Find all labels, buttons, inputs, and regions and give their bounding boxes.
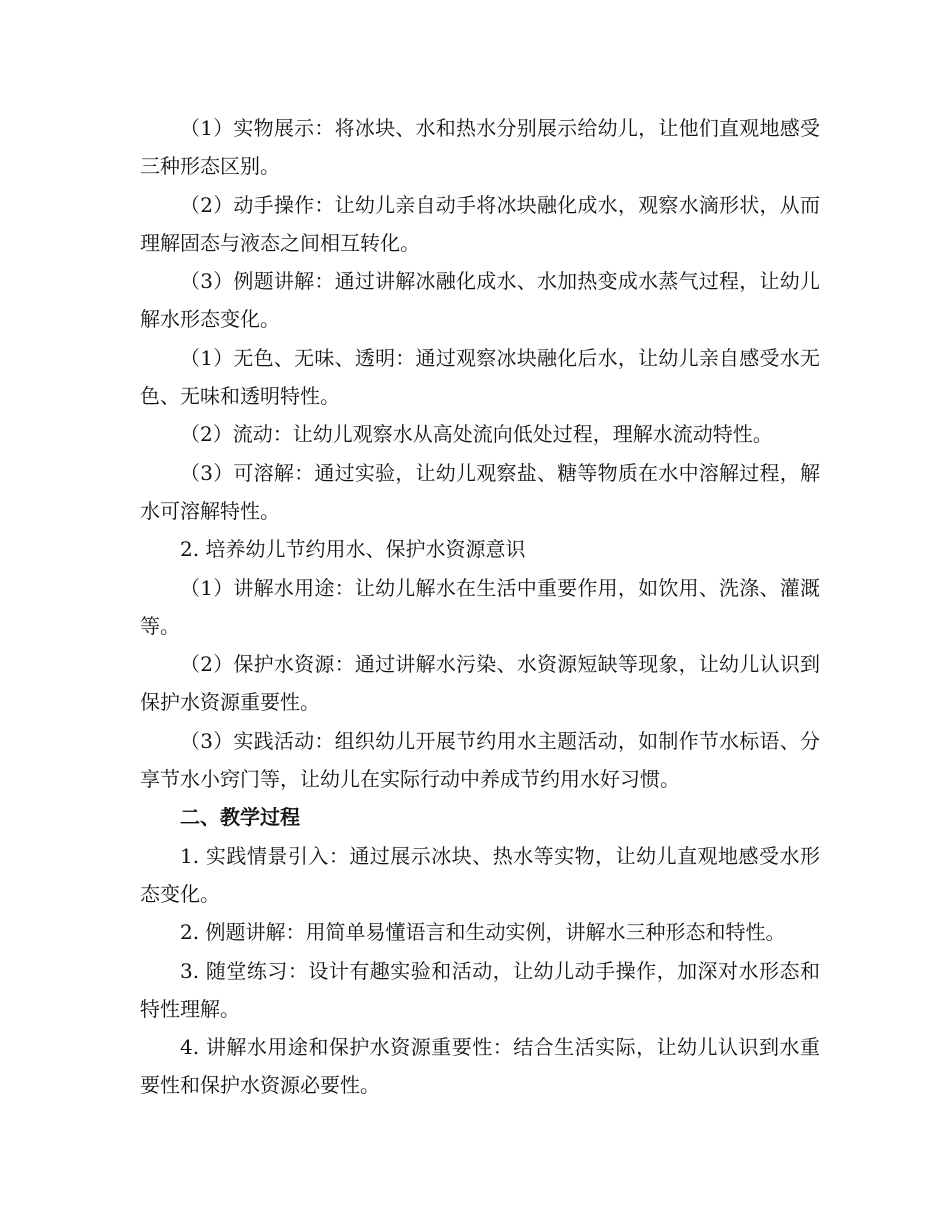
paragraph-5: （2）流动：让幼儿观察水从高处流向低处过程，理解水流动特性。 bbox=[180, 422, 773, 447]
paragraph-6: （3）可溶解：通过实验，让幼儿观察盐、糖等物质在水中溶解过程，解水可溶解特性。 bbox=[140, 460, 820, 523]
paragraph-3: （3）例题讲解：通过讲解冰融化成水、水加热变成水蒸气过程，让幼儿解水形态变化。 bbox=[140, 269, 820, 332]
section-heading: 二、教学过程 bbox=[180, 805, 300, 830]
paragraph-10: （3）实践活动：组织幼儿开展节约用水主题活动，如制作节水标语、分享节水小窍门等，让幼儿在实际行动中养成节约用水好习惯。 bbox=[140, 728, 820, 792]
paragraph-2: （2）动手操作：让幼儿亲自动手将冰块融化成水，观察水滴形状，从而理解固态与液态之间相互转化。 bbox=[140, 192, 820, 255]
paragraph-9: （2）保护水资源：通过讲解水污染、水资源短缺等现象，让幼儿认识到保护水资源重要性。 bbox=[140, 652, 820, 715]
paragraph-14: 3. 随堂练习：设计有趣实验和活动，让幼儿动手操作，加深对水形态和特性理解。 bbox=[140, 958, 820, 1021]
document-page bbox=[140, 109, 820, 1105]
paragraph-4: （1）无色、无味、透明：通过观察冰块融化后水，让幼儿亲自感受水无色、无味和透明特性。 bbox=[140, 345, 820, 409]
paragraph-7: 2. 培养幼儿节约用水、保护水资源意识 bbox=[180, 537, 526, 562]
paragraph-15: 4. 讲解水用途和保护水资源重要性：结合生活实际，让幼儿认识到水重要性和保护水资源必要性。 bbox=[140, 1035, 820, 1098]
paragraph-1: （1）实物展示：将冰块、水和热水分别展示给幼儿，让他们直观地感受三种形态区别。 bbox=[140, 116, 820, 179]
paragraph-13: 2. 例题讲解：用简单易懂语言和生动实例，讲解水三种形态和特性。 bbox=[180, 920, 786, 945]
paragraph-12: 1. 实践情景引入：通过展示冰块、热水等实物，让幼儿直观地感受水形态变化。 bbox=[140, 843, 820, 906]
paragraph-8: （1）讲解水用途：让幼儿解水在生活中重要作用，如饮用、洗涤、灌溉等。 bbox=[140, 575, 820, 638]
